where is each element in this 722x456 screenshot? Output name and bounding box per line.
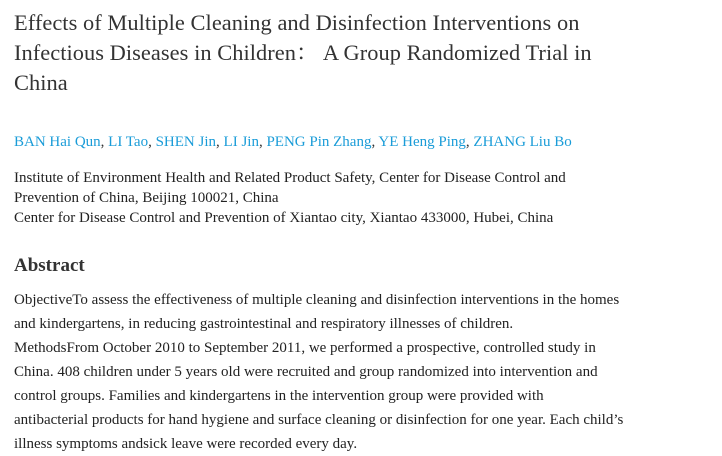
author-list <box>14 132 714 152</box>
abstract-line: and kindergartens, in reducing gastrointestinal and respiratory illnesses of children. <box>14 316 514 332</box>
author-link[interactable]: PENG Pin Zhang <box>266 134 372 150</box>
abstract-line: MethodsFrom October 2010 to September 2011, we performed a prospective, controlled study in <box>14 340 596 356</box>
abstract-line: control groups. Families and kindergartens in the intervention group were provided with <box>14 388 544 404</box>
author-link[interactable]: LI Tao <box>108 134 149 150</box>
article-title <box>14 8 714 98</box>
abstract-line: ObjectiveTo assess the effectiveness of multiple cleaning and disinfection interventions in the homes <box>14 292 620 308</box>
author-link[interactable]: YE Heng Ping <box>378 134 466 150</box>
abstract-line: China. 408 children under 5 years old were recruited and group randomized into intervention and <box>14 364 598 380</box>
author-separator: , <box>100 134 109 150</box>
title-line: Infectious Diseases in Children： A Group Randomized Trial in <box>14 40 592 65</box>
abstract-text <box>14 288 714 456</box>
affiliation-line: Institute of Environment Health and Related Product Safety, Center for Disease Control and <box>14 170 566 186</box>
affiliation-line: Center for Disease Control and Prevention of Xiantao city, Xiantao 433000, Hubei, China <box>14 210 554 226</box>
affiliation-line: Prevention of China, Beijing 100021, China <box>14 190 279 206</box>
title-line: China <box>14 70 68 95</box>
abstract-line: antibacterial products for hand hygiene and surface cleaning or disinfection for one year. Each child’s <box>14 412 624 428</box>
author-separator: , <box>148 134 156 150</box>
author-separator: , <box>371 134 379 150</box>
author-separator: , <box>258 134 267 150</box>
author-link[interactable]: ZHANG Liu Bo <box>473 134 572 150</box>
author-separator: , <box>216 134 224 150</box>
author-separator: , <box>465 134 474 150</box>
author-link[interactable]: BAN Hai Qun <box>14 134 101 150</box>
article-page <box>14 8 714 456</box>
author-link[interactable]: SHEN Jin <box>155 134 217 150</box>
title-line: Effects of Multiple Cleaning and Disinfection Interventions on <box>14 10 580 35</box>
author-link[interactable]: LI Jin <box>223 134 259 150</box>
affiliations <box>14 168 714 228</box>
abstract-line: illness symptoms andsick leave were recorded every day. <box>14 436 358 452</box>
abstract-heading: Abstract <box>14 255 85 276</box>
